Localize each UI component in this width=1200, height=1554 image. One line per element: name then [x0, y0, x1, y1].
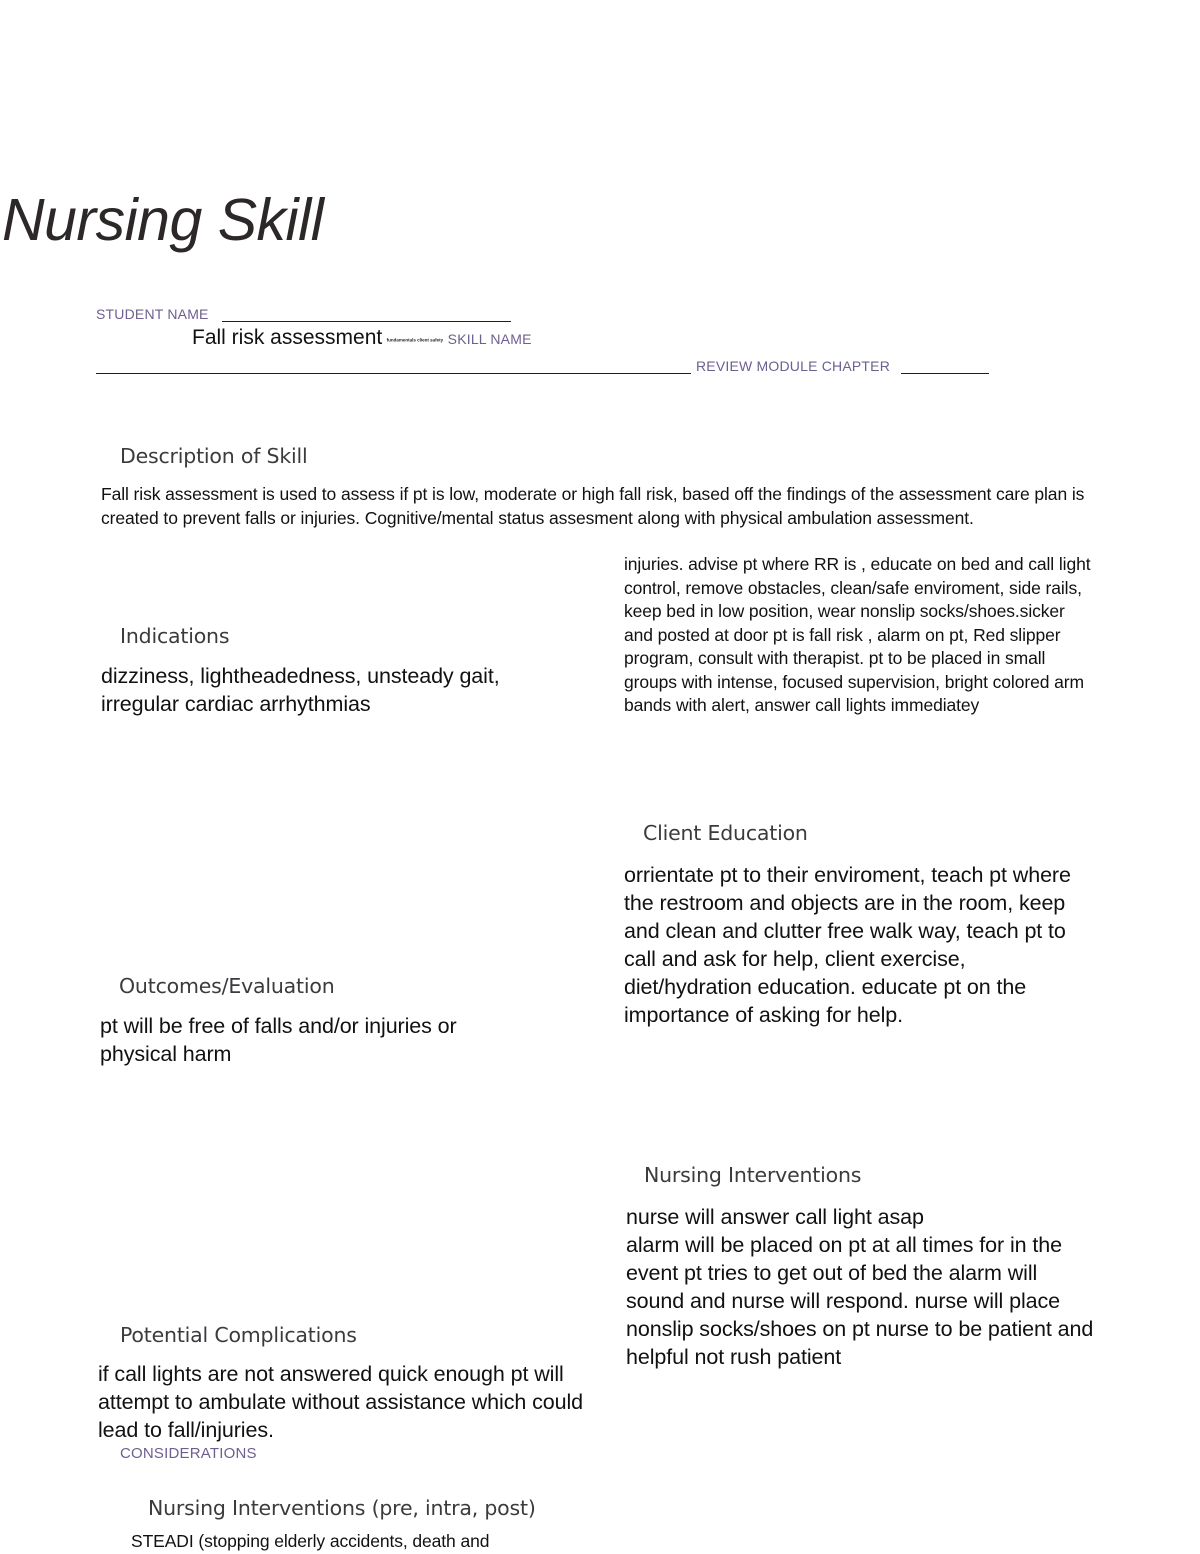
review-module-label: REVIEW MODULE CHAPTER [696, 358, 890, 374]
nursing-interventions-text: alarm will be placed on pt at all times for in the event pt tries to get out of bed the alarm will sound and nurse will respond. nurse will place nonslip socks/shoes on pt nurse to be patient and helpful not rush patient [626, 1233, 1094, 1369]
indications-heading: Indications [120, 624, 230, 648]
considerations-label: CONSIDERATIONS [120, 1445, 257, 1462]
nursing-interventions-line1: nurse will answer call light asap [626, 1205, 924, 1229]
description-heading: Description of Skill [120, 444, 308, 468]
interventions-pip-heading: Nursing Interventions (pre, intra, post) [148, 1496, 536, 1520]
outcomes-heading: Outcomes/Evaluation [119, 974, 335, 998]
skill-name-label: SKILL NAME [447, 331, 532, 347]
safety-measures-text: injuries. advise pt where RR is , educate on bed and call light control, remove obstacles, clean/safe enviroment, side rails, keep bed in low position, wear nonslip socks/shoes.sicker and posted at door pt is fall risk , alarm on pt, Red slipper program, consult with therapist. pt to be placed in small groups with intense, focused supervision, bright colored arm bands with alert, answer call lights immediatey [624, 554, 1091, 715]
client-education-text: orrientate pt to their enviroment, teach pt where the restroom and objects are in the room, keep and clean and clutter free walk way, teach pt to call and ask for help, client exercise, diet/hydration education. educate pt on the importance of asking for help. [624, 863, 1071, 1027]
description-text: Fall risk assessment is used to assess if pt is low, moderate or high fall risk, based off the findings of the assessment care plan is created to prevent falls or injuries. Cognitive/mental status assesment along with physical ambulation assessment. [101, 484, 1085, 528]
student-name-line [222, 321, 511, 322]
complications-text: if call lights are not answered quick enough pt will attempt to ambulate without assistance which could lead to fall/injuries. [98, 1362, 583, 1442]
student-name-label: STUDENT NAME [96, 306, 209, 322]
review-module-line-right [901, 373, 989, 374]
page-title: Nursing Skill [2, 187, 324, 253]
skill-name-row [192, 326, 532, 350]
skill-name-value: Fall risk assessment [192, 326, 383, 349]
nursing-interventions-heading: Nursing Interventions [644, 1163, 862, 1187]
client-education-heading: Client Education [643, 821, 808, 845]
indications-text: dizziness, lightheadedness, unsteady gait, irregular cardiac arrhythmias [101, 664, 500, 716]
skill-name-tag: fundamentals client safety [386, 337, 444, 343]
complications-heading: Potential Complications [120, 1323, 357, 1347]
outcomes-text: pt will be free of falls and/or injuries or physical harm [100, 1014, 457, 1066]
interventions-pip-text: STEADI (stopping elderly accidents, death and [131, 1531, 490, 1551]
review-module-line-left [96, 373, 691, 374]
